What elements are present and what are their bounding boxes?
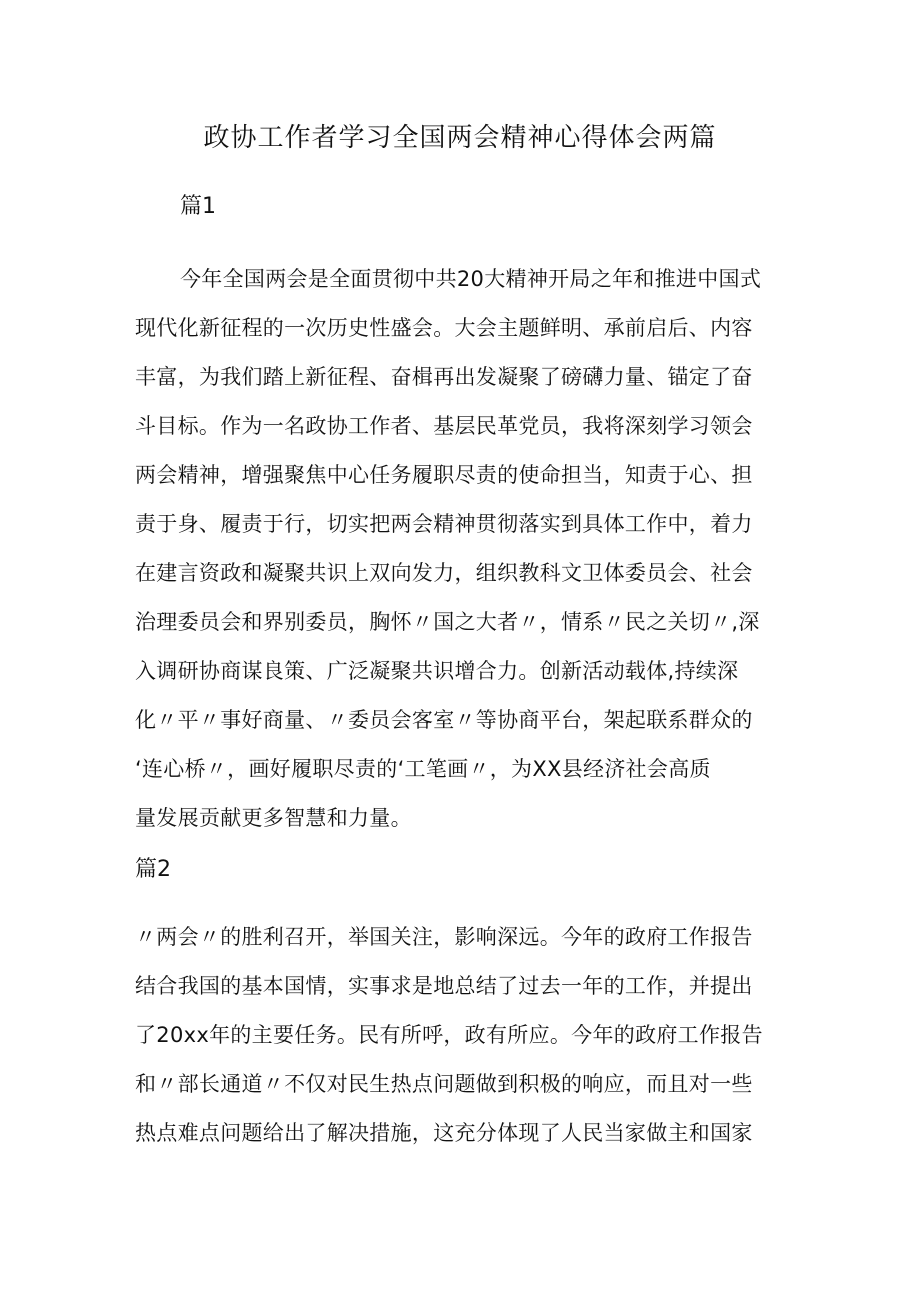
paragraph-line: 今年全国两会是全面贯彻中共20大精神开局之年和推进中国式 [180,267,762,291]
paragraph-line: 〃两会〃的胜利召开，举国关注，影响深远。今年的政府工作报告 [135,925,753,949]
section-heading-2: 篇2 [135,857,171,882]
paragraph-line: 了20xx年的主要任务。民有所呼，政有所应。今年的政府工作报告 [135,1023,763,1047]
section-heading-1: 篇1 [180,194,216,219]
paragraph-line: 治理委员会和界别委员，胸怀〃国之大者〃，情系〃民之关切〃,深 [135,610,760,634]
paragraph-line: ‘连心桥〃，画好履职尽责的‘工笔画〃，为XX县经济社会高质 [135,757,711,781]
paragraph-line: 结合我国的基本国情，实事求是地总结了过去一年的工作，并提出 [135,974,753,998]
paragraph-line: 化〃平〃事好商量、〃委员会客室〃等协商平台，架起联系群众的 [135,708,753,732]
paragraph-line: 斗目标。作为一名政协工作者、基层民革党员，我将深刻学习领会 [135,414,753,438]
section-1-paragraph [135,255,785,843]
paragraph-line: 热点难点问题给出了解决措施，这充分体现了人民当家做主和国家 [135,1121,753,1145]
document-title: 政协工作者学习全国两会精神心得体会两篇 [203,123,717,153]
paragraph-line: 责于身、履责于行，切实把两会精神贯彻落实到具体工作中，着力 [135,512,753,536]
paragraph-line: 和〃部长通道〃不仅对民生热点问题做到积极的响应，而且对一些 [135,1072,753,1096]
paragraph-line: 在建言资政和凝聚共识上双向发力，组织教科文卫体委员会、社会 [135,561,753,585]
section-2-paragraph [135,913,785,1158]
paragraph-line: 入调研协商谋良策、广泛凝聚共识增合力。创新活动载体,持续深 [135,659,739,683]
paragraph-line: 丰富，为我们踏上新征程、奋楫再出发凝聚了磅礴力量、锚定了奋 [135,365,753,389]
paragraph-line: 量发展贡献更多智慧和力量。 [135,806,412,830]
paragraph-line: 两会精神，增强聚焦中心任务履职尽责的使命担当，知责于心、担 [135,463,753,487]
paragraph-line: 现代化新征程的一次历史性盛会。大会主题鲜明、承前启后、内容 [135,316,753,340]
